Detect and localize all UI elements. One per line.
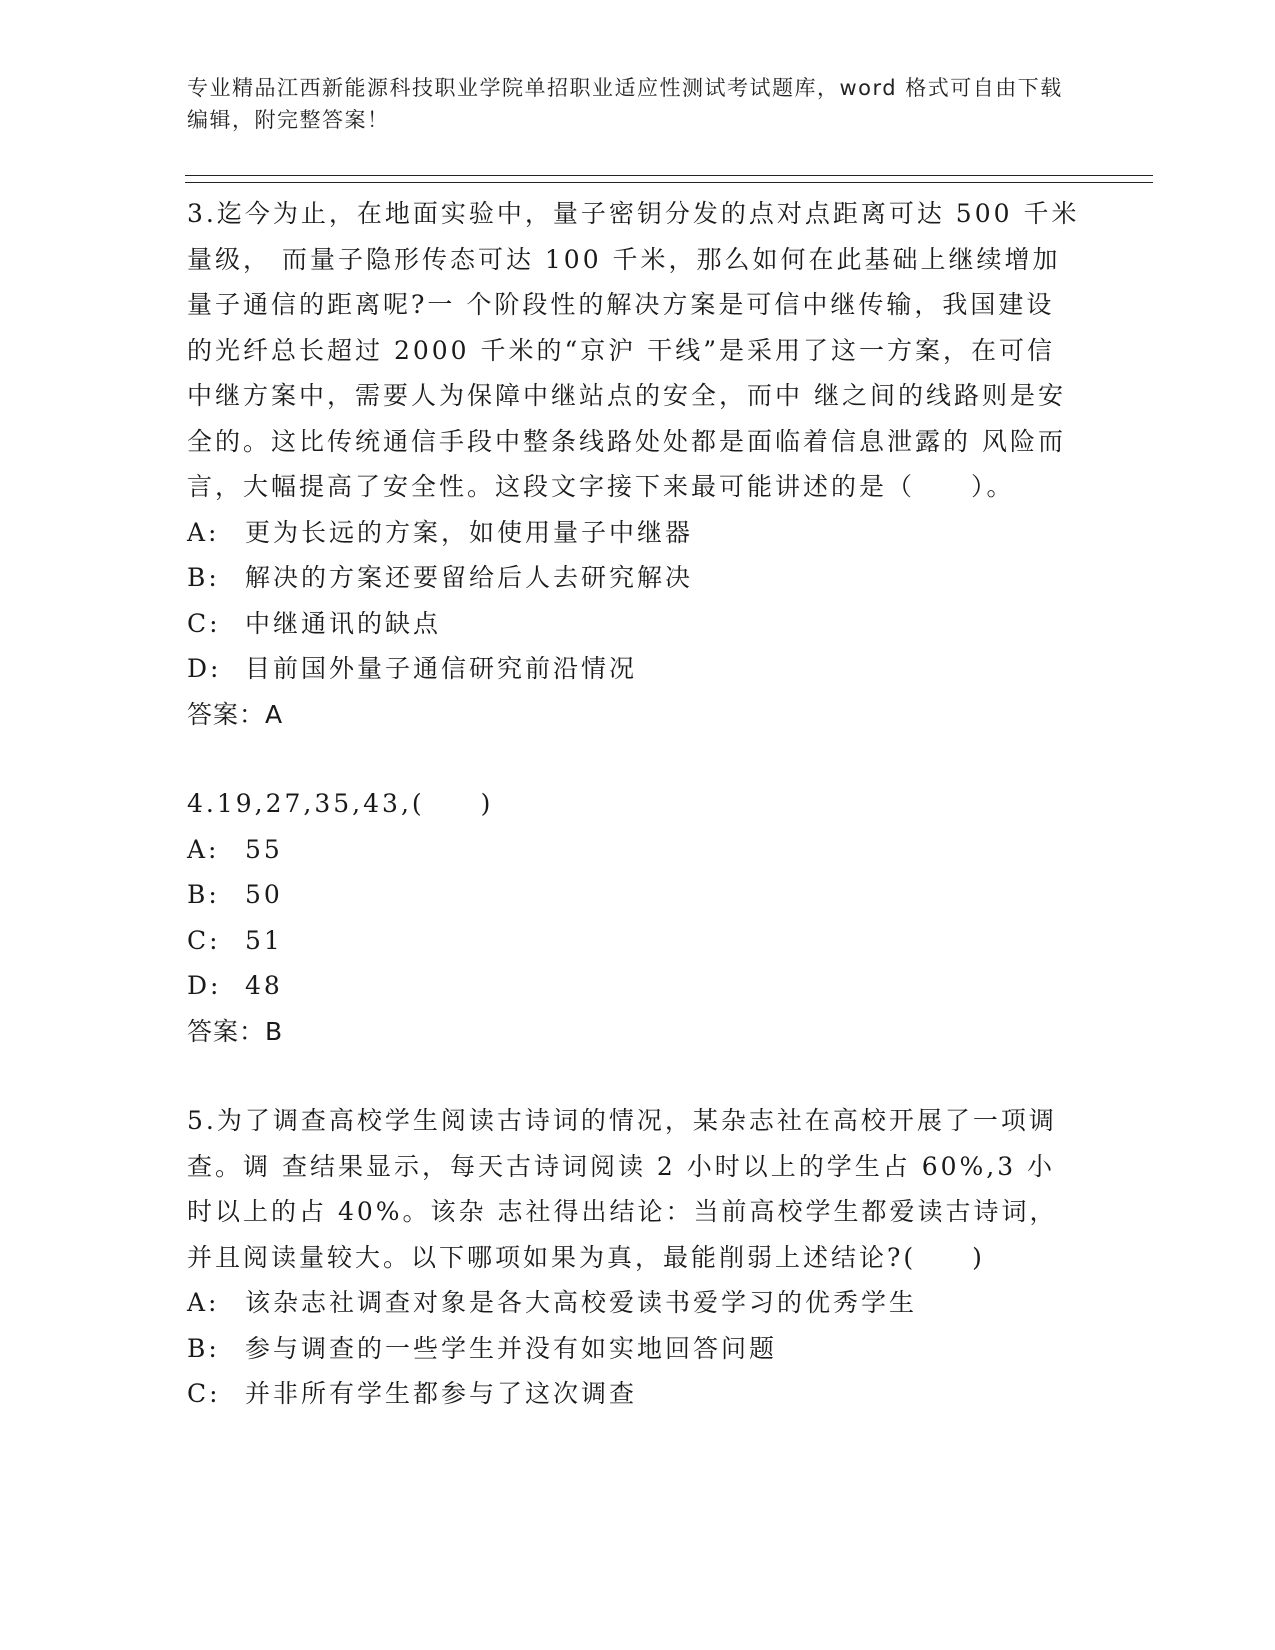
question-list (187, 191, 1082, 1461)
option-text: 55 (245, 834, 283, 864)
option-c (187, 601, 1082, 647)
question-text: 4.19,27,35,43,( ) (187, 789, 494, 818)
header-rule-bottom (185, 182, 1153, 183)
option-b (187, 872, 1082, 918)
document-header: 专业精品江西新能源科技职业学院单招职业适应性测试考试题库，word 格式可自由下载编辑，附完整答案！ (187, 76, 1063, 132)
option-b (187, 1326, 1082, 1372)
option-a (187, 1280, 1082, 1326)
option-a (187, 827, 1082, 873)
question-4 (187, 781, 1082, 1054)
option-key: D: (187, 971, 222, 1000)
option-text: 并非所有学生都参与了这次调查 (245, 1379, 638, 1408)
option-text: 该杂志社调查对象是各大高校爱读书爱学习的优秀学生 (245, 1288, 918, 1317)
option-key: A: (187, 1288, 220, 1317)
option-key: A: (187, 834, 220, 864)
option-key: B: (187, 1333, 220, 1363)
option-text: 解决的方案还要留给后人去研究解决 (245, 563, 694, 592)
option-text: 参与调查的一些学生并没有如实地回答问题 (245, 1333, 778, 1363)
option-key: C: (187, 1379, 221, 1408)
option-b (187, 555, 1082, 601)
option-text: 48 (245, 971, 283, 1000)
question-text: 5.为了调查高校学生阅读古诗词的情况，某杂志社在高校开展了一项调查。调 查结果显示，每天古诗词阅读 2 小时以上的学生占 60%,3 小时以上的占 40%。该杂 志社得出结论：当前高校学生都爱读古诗词，并且阅读量较大。以下哪项如果为真，最能削弱上述结论?( ) (187, 1106, 1058, 1272)
header-rule-top (185, 175, 1153, 176)
option-a (187, 510, 1082, 556)
option-key: C: (187, 925, 221, 955)
option-text: 更为长远的方案，如使用量子中继器 (245, 517, 694, 547)
option-d (187, 646, 1082, 692)
option-text: 目前国外量子通信研究前沿情况 (245, 654, 638, 683)
option-key: B: (187, 563, 220, 592)
question-5 (187, 1098, 1082, 1417)
option-text: 50 (245, 880, 283, 909)
option-key: C: (187, 608, 221, 638)
answer-line: 答案：B (187, 1016, 284, 1046)
option-c (187, 918, 1082, 964)
option-c (187, 1371, 1082, 1417)
option-key: B: (187, 880, 220, 909)
option-d (187, 963, 1082, 1009)
question-text: 3.迄今为止，在地面实验中，量子密钥分发的点对点距离可达 500 千米量级， 而量子隐形传态可达 100 千米，那么如何在此基础上继续增加量子通信的距离呢?一 个阶段性的解决方案是可信中继传输，我国建设的光纤总长超过 2000 千米的“京沪 干线”是采用了这一方案，在可信中继方案中，需要人为保障中继站点的安全，而中 继之间的线路则是安全的。这比传统通信手段中整条线路处处都是面临着信息泄露的 风险而言，大幅提高了安全性。这段文字接下来最可能讲述的是（ ）。 (187, 199, 1080, 501)
option-text: 中继通讯的缺点 (245, 608, 442, 638)
answer-line: 答案：A (187, 699, 284, 729)
option-text: 51 (245, 925, 283, 955)
question-3 (187, 191, 1082, 737)
option-key: A: (187, 517, 220, 547)
option-key: D: (187, 654, 222, 683)
